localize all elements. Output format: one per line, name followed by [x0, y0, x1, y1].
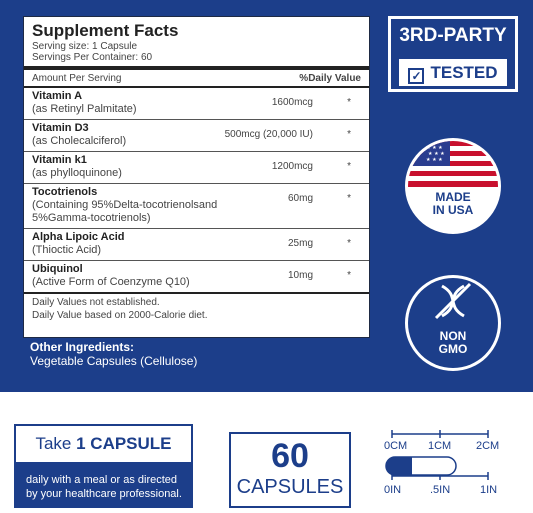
nutrient-desc: (as phylloquinone) [32, 167, 122, 179]
ruler-label-in-0: 0IN [384, 484, 402, 496]
nutrient-amount: 500mcg (20,000 IU) [224, 129, 313, 140]
nutrient-amount: 25mg [287, 238, 313, 249]
badge-line-1: 3RD-PARTY [399, 25, 507, 46]
capsule-count-box [229, 432, 351, 508]
nutrient-amount: 60mg [287, 193, 313, 204]
nutrient-desc: (as Cholecalciferol) [32, 135, 127, 147]
label-footnote [24, 294, 369, 324]
non-gmo-badge [405, 275, 501, 371]
nutrient-name: Tocotrienols [32, 186, 98, 198]
serving-size: Serving size: 1 Capsule [32, 41, 138, 52]
nutrient-row [24, 120, 369, 152]
nutrient-row [24, 152, 369, 184]
amount-header: Amount Per Serving [32, 73, 122, 84]
nutrient-name: Vitamin k1 [32, 154, 87, 166]
capsule-unit: CAPSULES [236, 476, 344, 498]
nutrient-row [24, 229, 369, 261]
nutrient-row [24, 88, 369, 120]
nutrient-desc: (Active Form of Coenzyme Q10) [32, 276, 190, 288]
ruler-label-in-1: .5IN [430, 484, 451, 496]
dosage-line-1: daily with a meal or as directed [26, 474, 178, 486]
us-flag-icon [408, 141, 498, 187]
nutrient-dv: * [347, 161, 351, 172]
nutrient-row [24, 261, 369, 294]
ruler-label-in-2: 1IN [480, 484, 498, 496]
nutrient-dv: * [347, 238, 351, 249]
ruler-label-cm-0: 0CM [384, 440, 408, 452]
svg-text:★ ★ ★: ★ ★ ★ [426, 157, 443, 163]
label-title: Supplement Facts [32, 21, 179, 40]
checkbox-icon: ✓ [408, 68, 424, 84]
nutrient-amount: 1200mcg [271, 161, 313, 172]
ruler-label-cm-1: 1CM [428, 440, 452, 452]
svg-text:★ ★ ★: ★ ★ ★ [428, 151, 445, 157]
other-ingredients-text: Vegetable Capsules (Cellulose) [30, 354, 198, 368]
dna-icon [408, 278, 498, 324]
nutrient-desc: (as Retinyl Palmitate) [32, 103, 137, 115]
svg-text:★ ★ ★: ★ ★ ★ [426, 145, 443, 151]
dosage-heading [16, 426, 191, 462]
dosage-prefix: Take [35, 434, 77, 453]
other-ingredients [30, 340, 197, 368]
ruler-label-cm-2: 2CM [476, 440, 500, 452]
servings-per-container: Servings Per Container: 60 [32, 52, 153, 63]
dv-header: %Daily Value [299, 73, 361, 84]
nutrient-desc: (Thioctic Acid) [32, 244, 102, 256]
badge-line-2: ✓ TESTED [399, 59, 507, 86]
non-gmo-text: NON GMO [438, 329, 468, 356]
nutrient-desc: (Containing 95%Delta-tocotrienolsand [32, 199, 218, 211]
nutrient-name: Ubiquinol [32, 263, 83, 275]
made-in-usa-badge [405, 138, 501, 234]
footnote-2: Daily Value based on 2000-Calorie diet. [32, 310, 208, 321]
dosage-instructions [16, 462, 191, 506]
nutrient-dv: * [347, 129, 351, 140]
nutrient-amount: 10mg [287, 270, 313, 281]
nutrient-row [24, 184, 369, 229]
label-header [24, 70, 369, 88]
supplement-facts-label [23, 16, 370, 338]
nutrient-amount: 1600mcg [271, 97, 313, 108]
nutrient-desc-line2: 5%Gamma-tocotrienols) [32, 212, 151, 224]
size-ruler [370, 428, 530, 508]
nutrient-dv: * [347, 97, 351, 108]
nutrient-dv: * [347, 193, 351, 204]
nutrient-name: Vitamin D3 [32, 122, 89, 134]
dosage-line-2: by your healthcare professional. [26, 488, 182, 500]
made-in-usa-text: MADE IN USA [432, 190, 474, 217]
other-ingredients-heading: Other Ingredients: [30, 340, 135, 354]
nutrient-name: Alpha Lipoic Acid [32, 231, 125, 243]
third-party-tested-badge [388, 16, 518, 92]
footnote-1: Daily Values not established. [32, 297, 160, 308]
dosage-amount: 1 CAPSULE [76, 434, 172, 453]
nutrient-name: Vitamin A [32, 90, 83, 102]
dosage-box [14, 424, 193, 508]
capsule-count: 60 [271, 437, 309, 475]
nutrient-dv: * [347, 270, 351, 281]
